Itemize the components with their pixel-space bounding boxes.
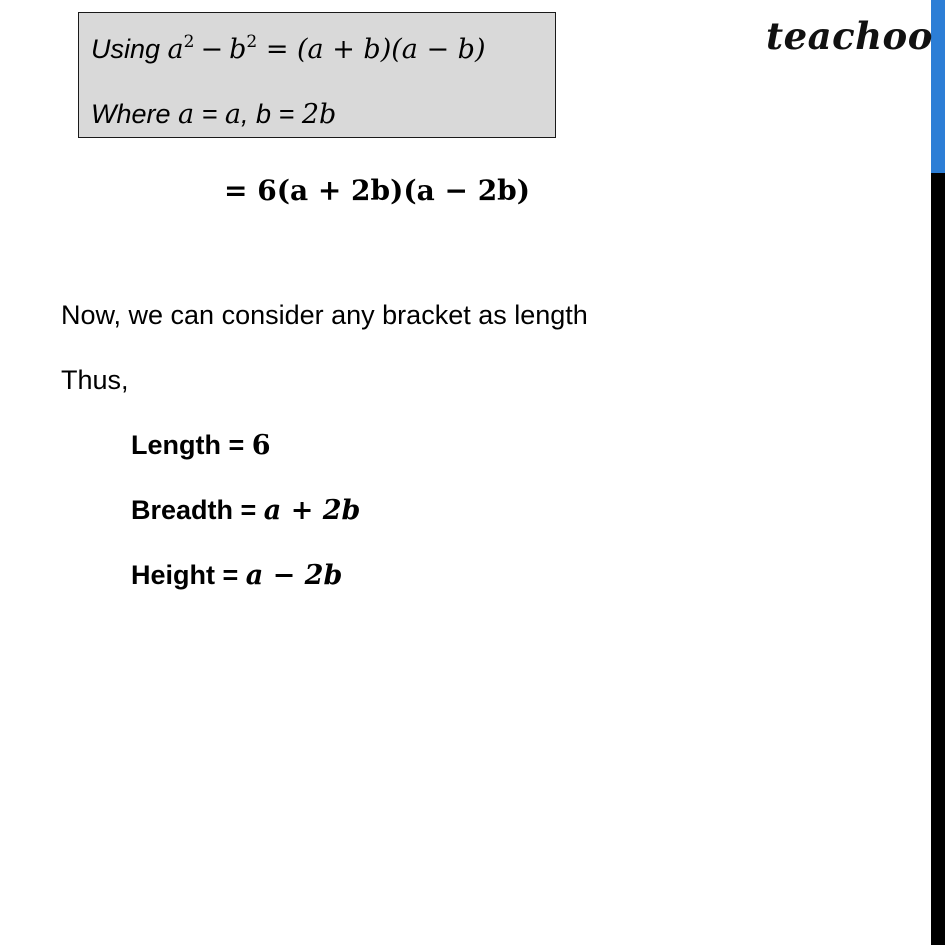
formula-b-exponent: 2 [246,32,258,52]
breadth-value: a + 2b [263,495,361,526]
formula-b: b [229,34,247,65]
breadth-label: Breadth = [131,495,264,525]
teachoo-logo: teachoo [766,14,933,58]
formula-a-exponent: 2 [183,32,195,52]
sub-b-value: 2b [301,99,337,130]
formula-a: a [167,34,184,65]
sub-equals: = [194,99,225,129]
formula-note-box [78,12,556,138]
minus-sign: − [200,34,224,65]
length-value: 6 [251,430,271,461]
factored-result: = 6(a + 2b)(a − 2b) [224,174,531,207]
thus-text: Thus, [61,365,129,395]
sub-a-value: a [224,99,242,130]
formula-rhs: = (a + b)(a − b) [265,34,486,65]
identity-formula-line [91,34,486,65]
identity-formula [168,34,486,65]
breadth-line [131,495,360,526]
height-label: Height = [131,560,246,590]
length-label: Length = [131,430,252,460]
using-label: Using [91,34,168,64]
sub-a-symbol: a [178,99,195,130]
sub-separator: , b = [241,99,302,129]
where-label: Where [91,99,179,129]
height-line [131,560,342,591]
substitution-line [91,99,336,130]
length-line [131,430,271,461]
height-value: a − 2b [245,560,343,591]
sidebar-accent [931,0,945,173]
explanation-text: Now, we can consider any bracket as length [61,300,588,330]
